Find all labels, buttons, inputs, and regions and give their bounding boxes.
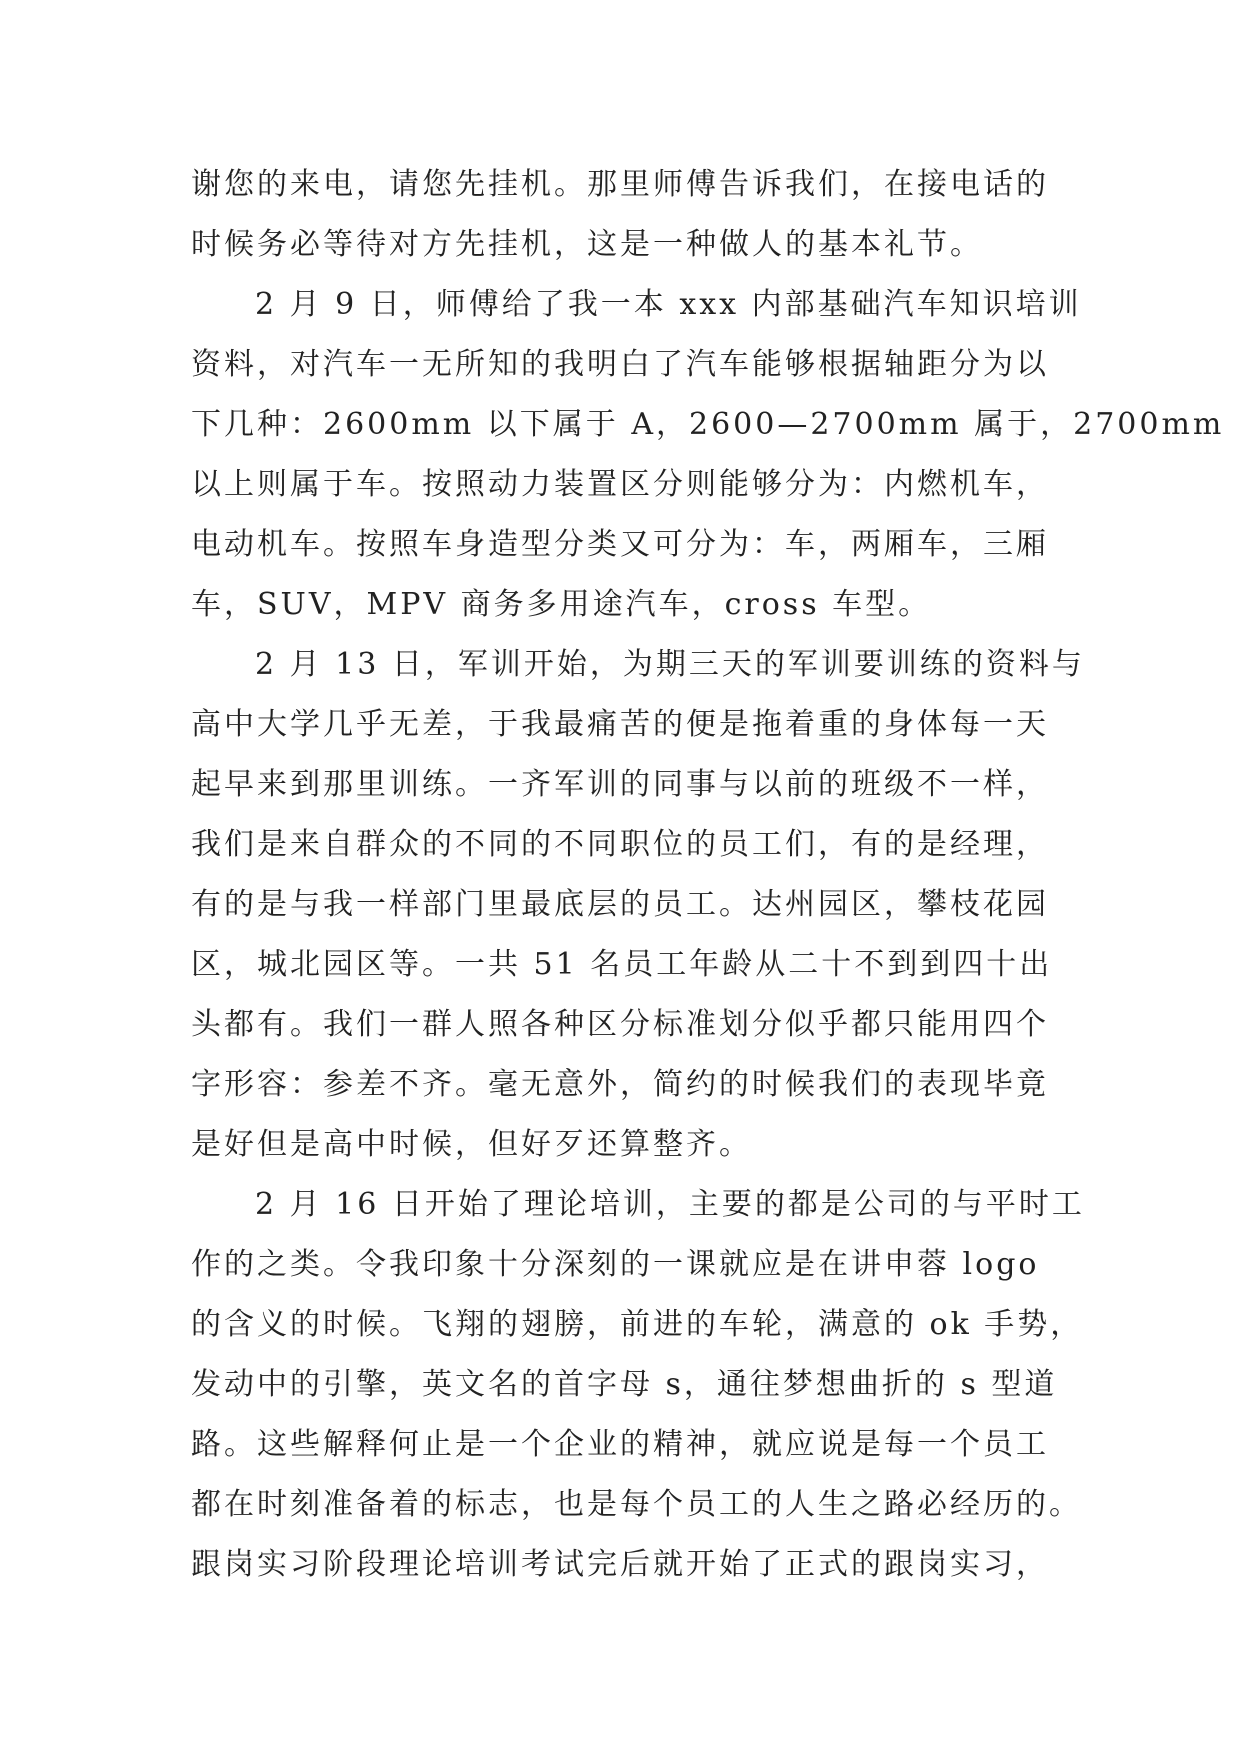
text-line-12: 我们是来自群众的不同的不同职位的员工们，有的是经理， (191, 827, 1049, 862)
text-line-23: 都在时刻准备着的标志，也是每个员工的人生之路必经历的。 (191, 1487, 1082, 1522)
text-line-15: 头都有。我们一群人照各种区分标准划分似乎都只能用四个 (191, 1007, 1049, 1042)
document-body (191, 155, 1225, 1595)
text-line-1: 谢您的来电，请您先挂机。那里师傅告诉我们，在接电话的 (191, 167, 1049, 202)
text-line-14: 区，城北园区等。一共 51 名员工年龄从二十不到到四十出 (191, 947, 1053, 982)
text-line-3: 2 月 9 日，师傅给了我一本 xxx 内部基础汽车知识培训 (255, 287, 1082, 322)
text-line-21: 发动中的引擎，英文名的首字母 s，通往梦想曲折的 s 型道 (191, 1367, 1058, 1402)
text-line-8: 车，SUV，MPV 商务多用途汽车，cross 车型。 (191, 587, 932, 622)
text-line-22: 路。这些解释何止是一个企业的精神，就应说是每一个员工 (191, 1427, 1049, 1462)
text-line-18: 2 月 16 日开始了理论培训，主要的都是公司的与平时工 (255, 1187, 1085, 1222)
text-line-19: 作的之类。令我印象十分深刻的一课就应是在讲申蓉 logo (191, 1247, 1040, 1282)
text-line-5: 下几种：2600mm 以下属于 A，2600—2700mm 属于，2700mm (191, 407, 1225, 442)
text-line-2: 时候务必等待对方先挂机，这是一种做人的基本礼节。 (191, 227, 983, 262)
text-line-4: 资料，对汽车一无所知的我明白了汽车能够根据轴距分为以 (191, 347, 1049, 382)
text-line-10: 高中大学几乎无差，于我最痛苦的便是拖着重的身体每一天 (191, 707, 1049, 742)
text-line-24: 跟岗实习阶段理论培训考试完后就开始了正式的跟岗实习， (191, 1547, 1049, 1582)
text-line-13: 有的是与我一样部门里最底层的员工。达州园区，攀枝花园 (191, 887, 1049, 922)
text-line-17: 是好但是高中时候，但好歹还算整齐。 (191, 1127, 752, 1162)
text-line-9: 2 月 13 日，军训开始，为期三天的军训要训练的资料与 (255, 647, 1085, 682)
text-line-20: 的含义的时候。飞翔的翅膀，前进的车轮，满意的 ok 手势， (191, 1307, 1084, 1342)
text-line-7: 电动机车。按照车身造型分类又可分为：车，两厢车，三厢 (191, 527, 1049, 562)
text-line-11: 起早来到那里训练。一齐军训的同事与以前的班级不一样， (191, 767, 1049, 802)
text-line-6: 以上则属于车。按照动力装置区分则能够分为：内燃机车， (191, 467, 1049, 502)
text-line-16: 字形容：参差不齐。毫无意外，简约的时候我们的表现毕竟 (191, 1067, 1049, 1102)
